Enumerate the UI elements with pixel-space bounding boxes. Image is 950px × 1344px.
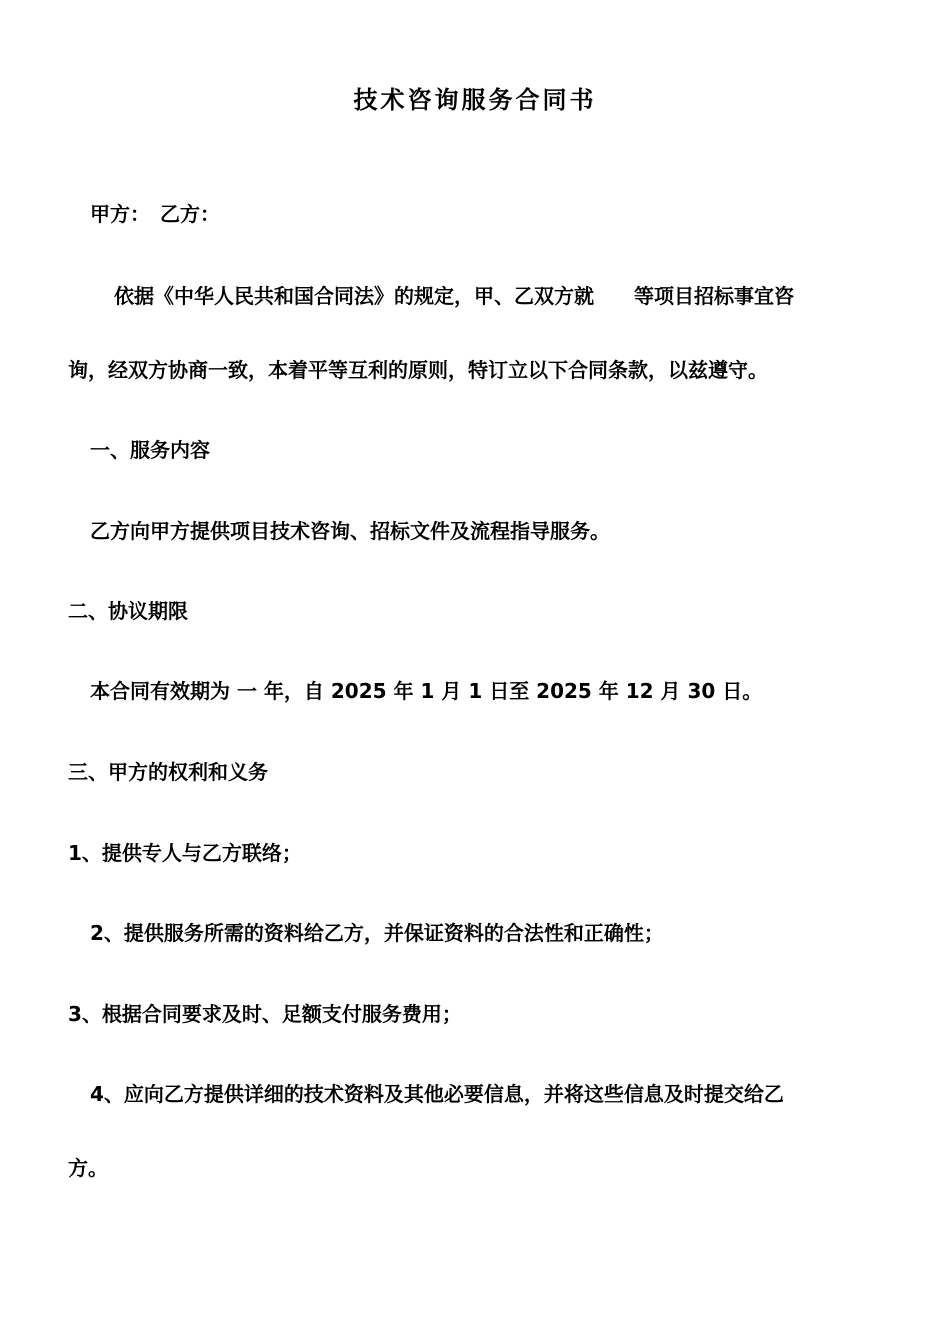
party-b-label: 乙方：	[160, 202, 220, 226]
section-1-body: 乙方向甲方提供项目技术咨询、招标文件及流程指导服务。	[90, 519, 610, 543]
section-1-heading: 一、服务内容	[90, 438, 210, 462]
section-3-heading: 三、甲方的权利和义务	[68, 760, 268, 784]
section-3-item-1: 1、提供专人与乙方联络；	[68, 841, 302, 865]
document-title: 技术咨询服务合同书	[353, 85, 597, 114]
section-3-item-2: 2、提供服务所需的资料给乙方，并保证资料的合法性和正确性；	[90, 921, 664, 945]
section-3-item-4-line-1: 4、应向乙方提供详细的技术资料及其他必要信息，并将这些信息及时提交给乙	[90, 1082, 784, 1106]
section-3-item-3: 3、根据合同要求及时、足额支付服务费用；	[68, 1002, 462, 1026]
preamble-line-1	[114, 282, 794, 310]
preamble-text-before-blank: 依据《中华人民共和国合同法》的规定，甲、乙双方就	[114, 284, 594, 308]
section-2-heading: 二、协议期限	[68, 599, 188, 623]
party-a-label: 甲方：	[90, 202, 150, 226]
section-3-item-4-line-2: 方。	[68, 1156, 108, 1180]
preamble-line-2: 询，经双方协商一致，本着平等互利的原则，特订立以下合同条款，以兹遵守。	[68, 358, 768, 382]
section-2-body: 本合同有效期为 一 年，自 2025 年 1 月 1 日至 2025 年 12 月 30 日。	[90, 679, 763, 703]
parties-line	[90, 200, 220, 228]
preamble-text-after-blank: 等项目招标事宜咨	[634, 284, 794, 308]
